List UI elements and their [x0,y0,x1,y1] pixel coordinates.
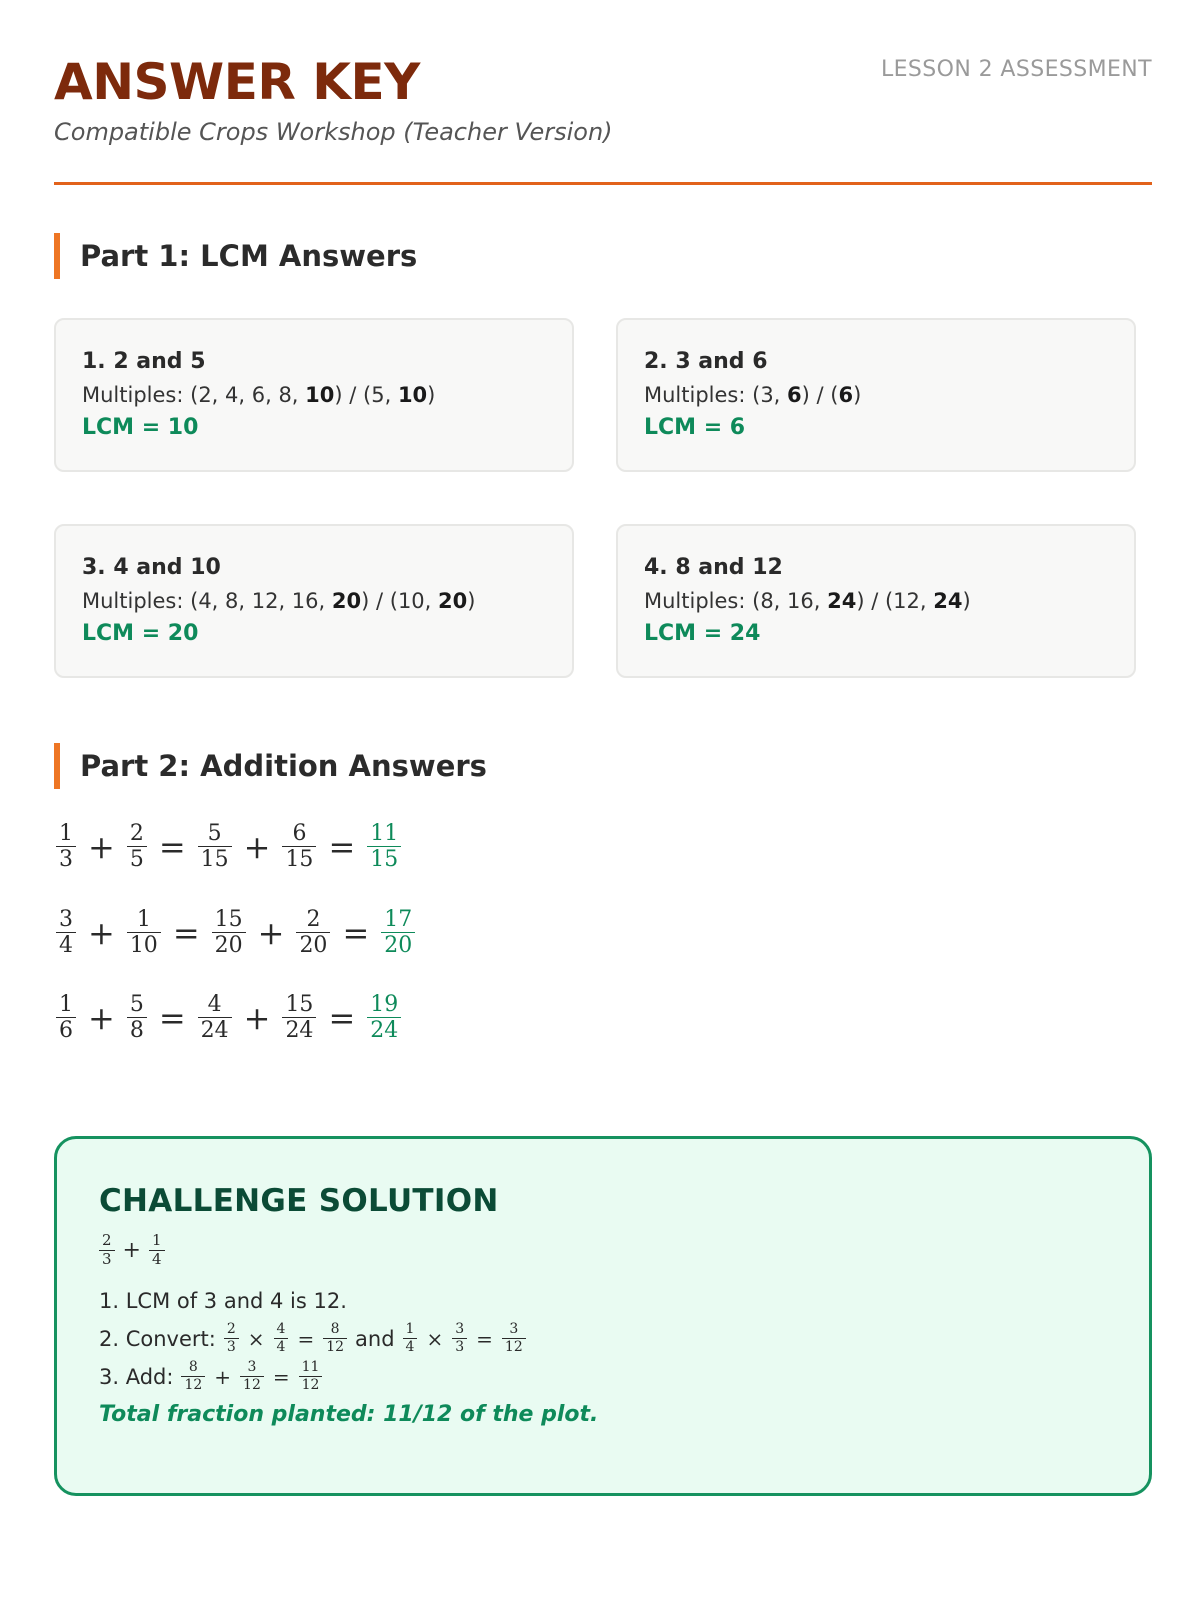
lcm-card-2 [616,318,1136,472]
challenge-step-2: 2. Convert: $\frac{2}{3}$ × $\frac{4}{4}$ = $\frac{8}{12}$ and $\frac{1}{4}$ × $\frac{3}{3}$ = $\frac{3}{12}$ [99,1320,1107,1358]
equation-2: $\frac{3}{4}$ + $\frac{1}{10}$ = $\frac{15}{20}$ + $\frac{2}{20}$ = $\frac{17}{20}$ [56,908,415,957]
fraction: $\frac{1}{6}$ [56,993,76,1042]
lcm-card-title: 3. 4 and 10 [82,555,221,580]
fraction: $\frac{2}{5}$ [127,822,147,871]
lcm-card-answer: LCM = 20 [82,621,199,646]
challenge-box [54,1136,1152,1496]
fraction: $\frac{5}{15}$ [198,822,232,871]
lcm-card-answer: LCM = 6 [644,415,746,440]
fraction: $\frac{1}{3}$ [56,822,76,871]
equation-3: $\frac{1}{6}$ + $\frac{5}{8}$ = $\frac{4}{24}$ + $\frac{15}{24}$ = $\frac{19}{24}$ [56,993,401,1042]
header-divider [54,182,1152,185]
header [54,52,1152,146]
lesson-tag: LESSON 2 ASSESSMENT [880,57,1152,82]
lcm-card-3 [54,524,574,678]
lcm-card-1 [54,318,574,472]
lcm-card-title: 4. 8 and 12 [644,555,783,580]
challenge-step-3: 3. Add: $\frac{8}{12}$ + $\frac{3}{12}$ = $\frac{11}{12}$ [99,1358,1107,1396]
page-subtitle: Compatible Crops Workshop (Teacher Version) [54,118,613,146]
challenge-expression: $\frac{2}{3}$ + $\frac{1}{4}$ [99,1233,165,1268]
lcm-card-multiples: Multiples: (8, 16, 24) / (12, 24) [644,589,971,613]
fraction: $\frac{15}{24}$ [282,993,316,1042]
lcm-card-title: 2. 3 and 6 [644,349,768,374]
fraction: $\frac{5}{8}$ [127,993,147,1042]
page-title: ANSWER KEY [54,53,420,111]
answer-fraction: $\frac{17}{20}$ [381,908,415,957]
lcm-card-title: 1. 2 and 5 [82,349,206,374]
fraction: $\frac{1}{10}$ [127,908,161,957]
lcm-card-4 [616,524,1136,678]
answer-fraction: $\frac{19}{24}$ [367,993,401,1042]
fraction: $\frac{2}{20}$ [296,908,330,957]
fraction: $\frac{15}{20}$ [212,908,246,957]
lcm-card-answer: LCM = 10 [82,415,199,440]
challenge-title: CHALLENGE SOLUTION [99,1183,499,1219]
lcm-card-multiples: Multiples: (2, 4, 6, 8, 10) / (5, 10) [82,383,436,407]
lcm-card-answer: LCM = 24 [644,621,761,646]
part2-heading: Part 2: Addition Answers [54,743,487,789]
part1-heading: Part 1: LCM Answers [54,233,417,279]
fraction: $\frac{4}{24}$ [198,993,232,1042]
fraction: $\frac{3}{4}$ [56,908,76,957]
challenge-total: Total fraction planted: 11/12 of the plot. [99,1401,599,1427]
lcm-card-multiples: Multiples: (3, 6) / (6) [644,383,862,407]
fraction: $\frac{6}{15}$ [282,822,316,871]
equation-1: $\frac{1}{3}$ + $\frac{2}{5}$ = $\frac{5}{15}$ + $\frac{6}{15}$ = $\frac{11}{15}$ [56,822,401,871]
lcm-card-multiples: Multiples: (4, 8, 12, 16, 20) / (10, 20) [82,589,476,613]
answer-fraction: $\frac{11}{15}$ [367,822,401,871]
challenge-step-1: 1. LCM of 3 and 4 is 12. [99,1288,347,1313]
